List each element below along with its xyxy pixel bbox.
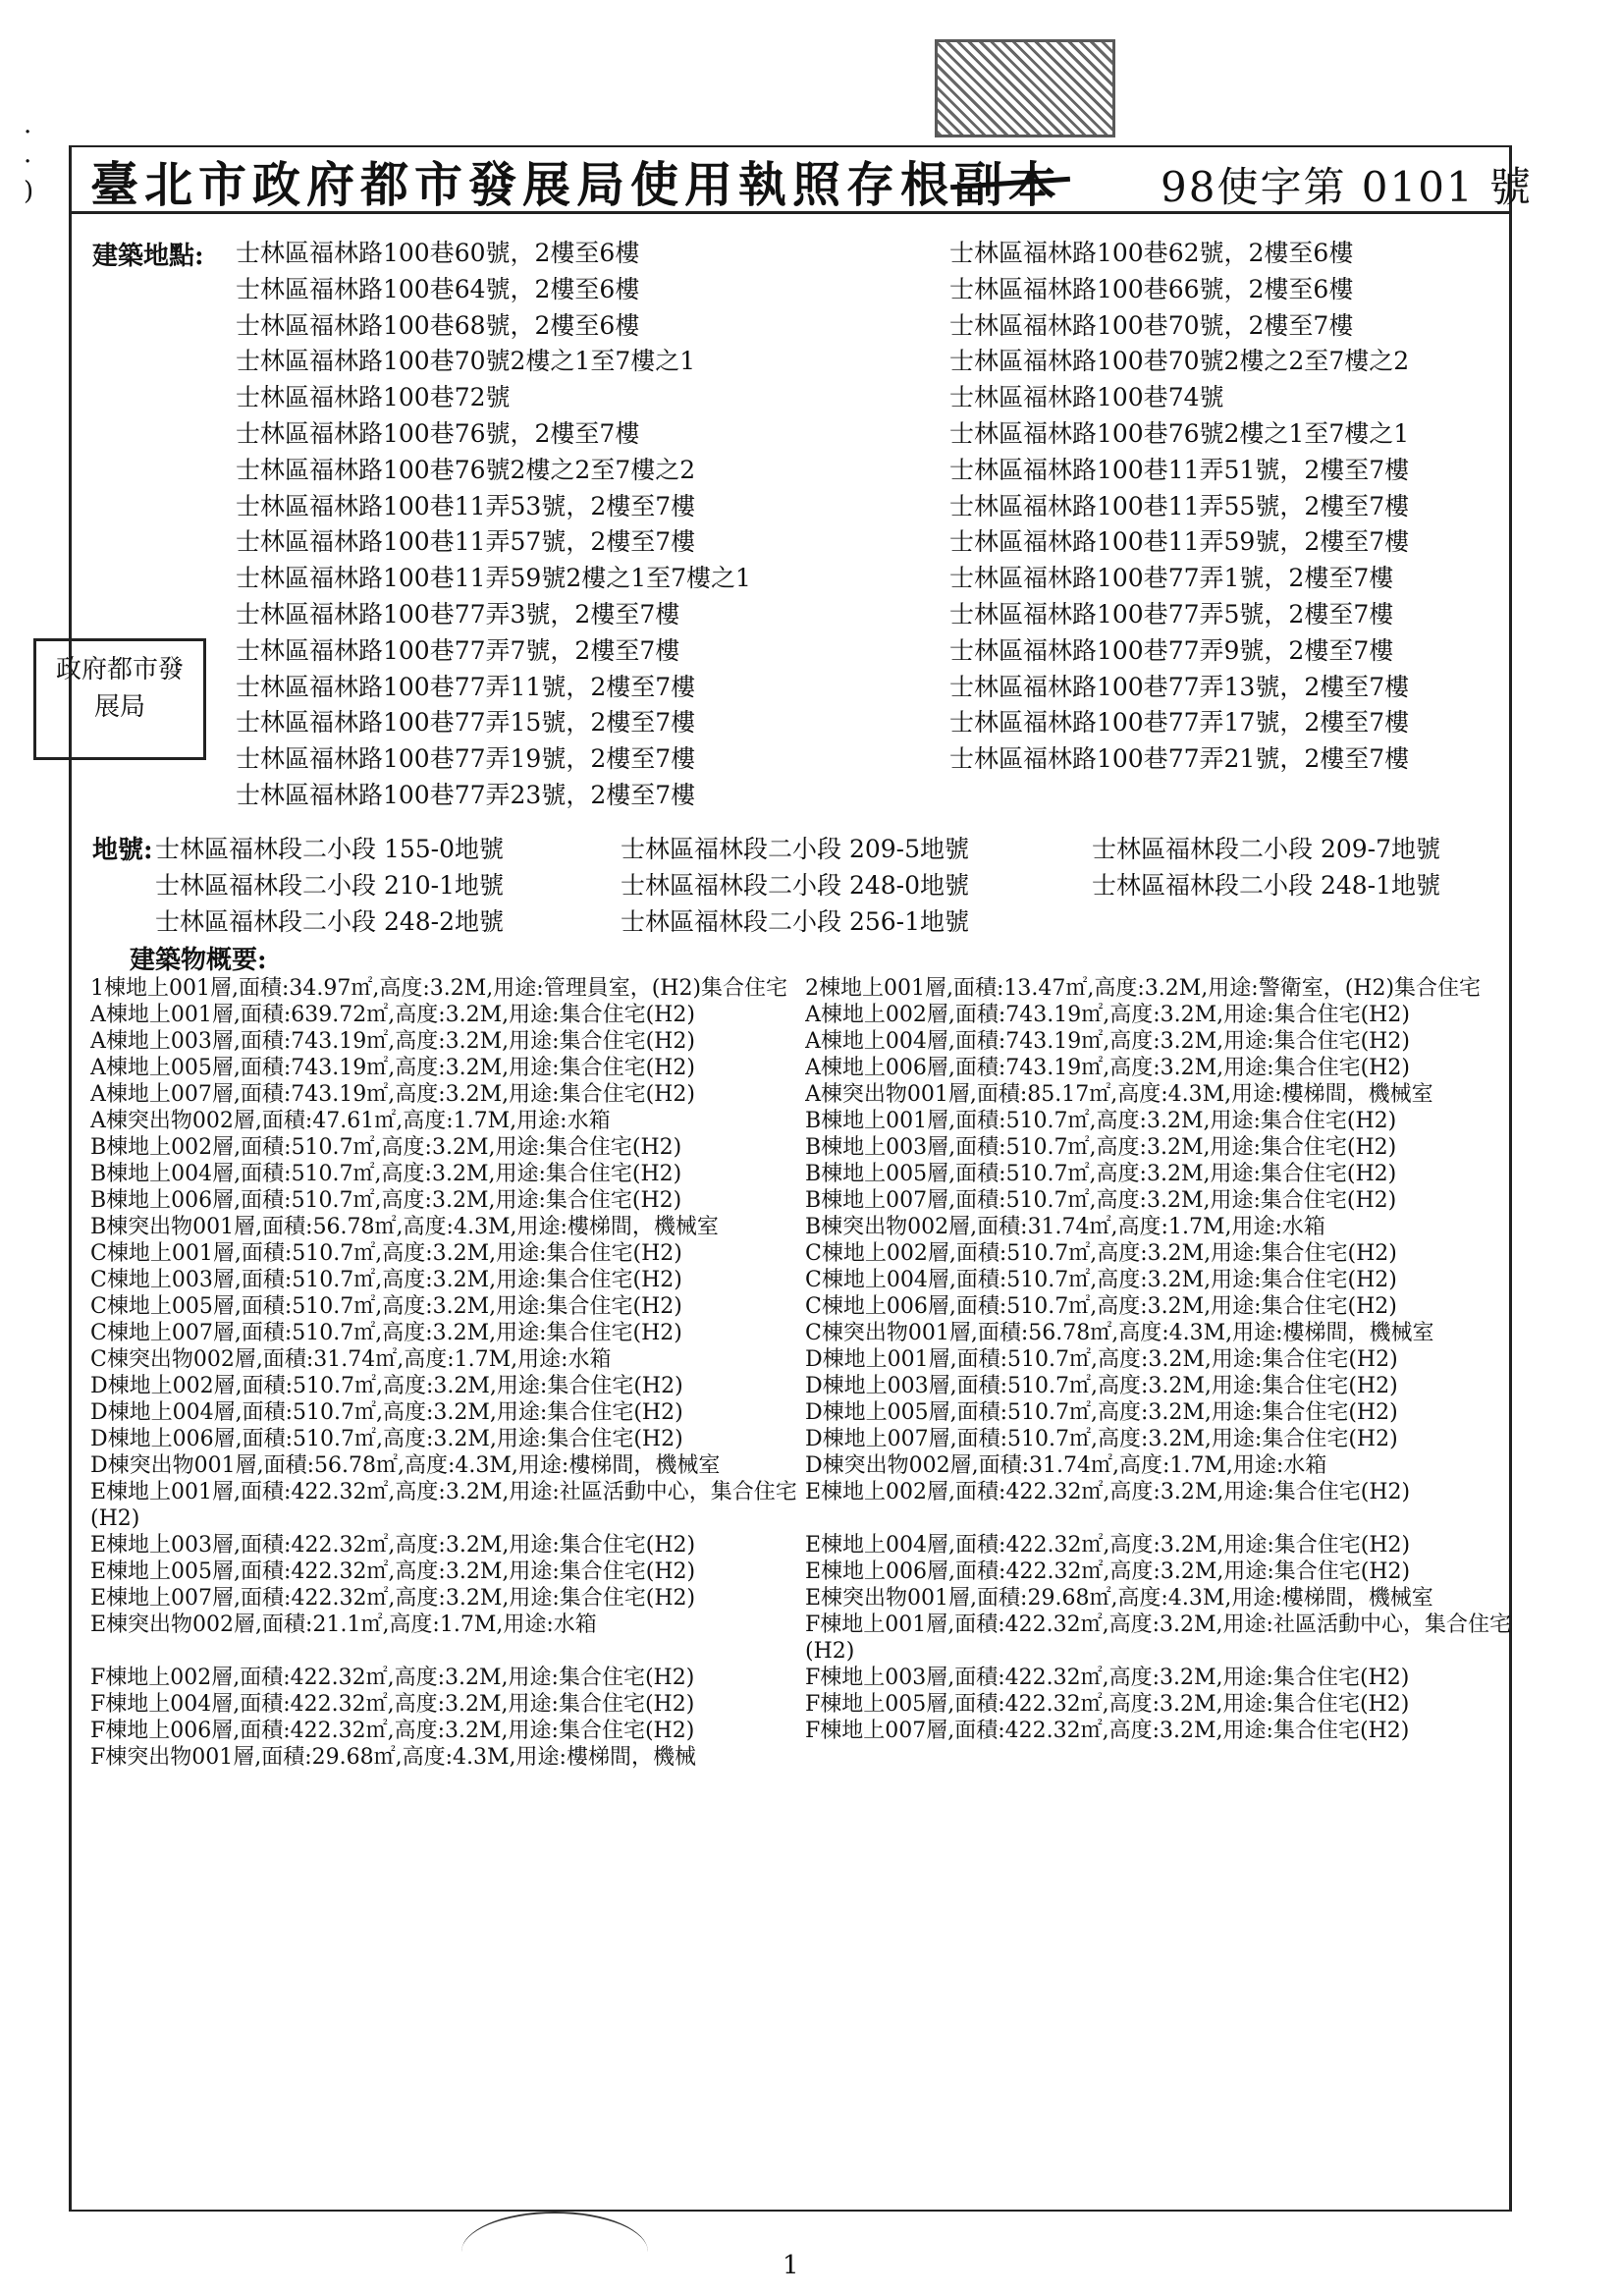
building-item: D棟地上001層,面積:510.7㎡,高度:3.2M,用途:集合住宅(H2)	[805, 1347, 1398, 1372]
title-struck-word: 副本	[954, 147, 1062, 216]
building-item: D棟突出物001層,面積:56.78㎡,高度:4.3M,用途:樓梯間，機械室	[90, 1453, 721, 1478]
building-item: B棟地上007層,面積:510.7㎡,高度:3.2M,用途:集合住宅(H2)	[805, 1188, 1397, 1213]
building-item: C棟地上005層,面積:510.7㎡,高度:3.2M,用途:集合住宅(H2)	[90, 1294, 682, 1319]
building-item: C棟地上004層,面積:510.7㎡,高度:3.2M,用途:集合住宅(H2)	[805, 1268, 1397, 1292]
building-list-right	[805, 975, 1512, 1744]
building-item: C棟突出物001層,面積:56.78㎡,高度:4.3M,用途:樓梯間，機械室	[805, 1321, 1434, 1345]
building-item: B棟地上004層,面積:510.7㎡,高度:3.2M,用途:集合住宅(H2)	[90, 1162, 682, 1186]
building-item: B棟地上002層,面積:510.7㎡,高度:3.2M,用途:集合住宅(H2)	[90, 1135, 682, 1160]
building-item: 1棟地上001層,面積:34.97㎡,高度:3.2M,用途:管理員室，(H2)集合住宅	[90, 976, 788, 1001]
building-item: A棟地上001層,面積:639.72㎡,高度:3.2M,用途:集合住宅(H2)	[90, 1003, 695, 1027]
building-item: B棟突出物001層,面積:56.78㎡,高度:4.3M,用途:樓梯間，機械室	[90, 1215, 719, 1239]
building-item: C棟突出物002層,面積:31.74㎡,高度:1.7M,用途:水箱	[90, 1347, 612, 1372]
address-list-right	[949, 236, 1409, 778]
address-item: 士林區福林路100巷11弄59號，2樓至7樓	[949, 527, 1410, 557]
address-item: 士林區福林路100巷76號，2樓至7樓	[236, 418, 640, 448]
building-item: F棟地上004層,面積:422.32㎡,高度:3.2M,用途:集合住宅(H2)	[90, 1692, 695, 1717]
margin-marks: · · )	[24, 118, 34, 206]
building-item: A棟地上002層,面積:743.19㎡,高度:3.2M,用途:集合住宅(H2)	[805, 1003, 1410, 1027]
address-item: 士林區福林路100巷77弄9號，2樓至7樓	[949, 635, 1394, 665]
building-item: F棟地上005層,面積:422.32㎡,高度:3.2M,用途:集合住宅(H2)	[805, 1692, 1410, 1717]
lot-item: 士林區福林段二小段 248-1地號	[1092, 871, 1441, 900]
address-item: 士林區福林路100巷77弄5號，2樓至7樓	[949, 599, 1394, 629]
left-margin-seal	[33, 638, 206, 760]
address-item: 士林區福林路100巷77弄13號，2樓至7樓	[949, 672, 1410, 701]
page-title	[90, 147, 1062, 216]
lot-item: 士林區福林段二小段 209-5地號	[621, 835, 970, 863]
bottom-seal-mark	[461, 2212, 648, 2292]
building-item: E棟地上005層,面積:422.32㎡,高度:3.2M,用途:集合住宅(H2)	[90, 1559, 696, 1584]
address-item: 士林區福林路100巷11弄55號，2樓至7樓	[949, 491, 1410, 520]
lot-item: 士林區福林段二小段 256-1地號	[621, 907, 970, 936]
address-item: 士林區福林路100巷70號2樓之2至7樓之2	[949, 347, 1410, 376]
lot-item: 士林區福林段二小段 248-0地號	[621, 871, 970, 900]
address-item: 士林區福林路100巷64號，2樓至6樓	[236, 274, 640, 303]
address-item: 士林區福林路100巷11弄59號2樓之1至7樓之1	[236, 564, 751, 593]
building-item: D棟地上003層,面積:510.7㎡,高度:3.2M,用途:集合住宅(H2)	[805, 1374, 1398, 1398]
building-item: A棟地上006層,面積:743.19㎡,高度:3.2M,用途:集合住宅(H2)	[805, 1056, 1410, 1080]
address-item: 士林區福林路100巷76號2樓之1至7樓之1	[949, 418, 1410, 448]
building-item: C棟地上003層,面積:510.7㎡,高度:3.2M,用途:集合住宅(H2)	[90, 1268, 682, 1292]
building-item: A棟突出物001層,面積:85.17㎡,高度:4.3M,用途:樓梯間，機械室	[805, 1082, 1433, 1107]
building-item: E棟突出物002層,面積:21.1㎡,高度:1.7M,用途:水箱	[90, 1613, 597, 1637]
address-item: 士林區福林路100巷77弄11號，2樓至7樓	[236, 672, 696, 701]
building-item: A棟地上007層,面積:743.19㎡,高度:3.2M,用途:集合住宅(H2)	[90, 1082, 695, 1107]
page-number: 1	[783, 2251, 799, 2280]
address-item: 士林區福林路100巷70號2樓之1至7樓之1	[236, 347, 696, 376]
building-item: E棟地上004層,面積:422.32㎡,高度:3.2M,用途:集合住宅(H2)	[805, 1533, 1411, 1558]
building-item: B棟地上001層,面積:510.7㎡,高度:3.2M,用途:集合住宅(H2)	[805, 1109, 1397, 1133]
address-item: 士林區福林路100巷72號	[236, 383, 511, 412]
building-item: B棟地上005層,面積:510.7㎡,高度:3.2M,用途:集合住宅(H2)	[805, 1162, 1397, 1186]
lot-item: 士林區福林段二小段 155-0地號	[155, 835, 505, 863]
building-item: E棟地上006層,面積:422.32㎡,高度:3.2M,用途:集合住宅(H2)	[805, 1559, 1411, 1584]
building-item: F棟地上001層,面積:422.32㎡,高度:3.2M,用途:社區活動中心，集合住宅(H2)	[805, 1613, 1511, 1664]
building-item: E棟地上001層,面積:422.32㎡,高度:3.2M,用途:社區活動中心，集合住宅(H2)	[90, 1480, 797, 1531]
address-item: 士林區福林路100巷66號，2樓至6樓	[949, 274, 1354, 303]
address-item: 士林區福林路100巷77弄21號，2樓至7樓	[949, 744, 1410, 774]
building-item: E棟地上002層,面積:422.32㎡,高度:3.2M,用途:集合住宅(H2)	[805, 1480, 1411, 1504]
building-item: C棟地上002層,面積:510.7㎡,高度:3.2M,用途:集合住宅(H2)	[805, 1241, 1397, 1266]
document-number: 98使字第 0101 號	[1161, 163, 1534, 211]
building-item: D棟地上004層,面積:510.7㎡,高度:3.2M,用途:集合住宅(H2)	[90, 1400, 683, 1425]
building-item: C棟地上001層,面積:510.7㎡,高度:3.2M,用途:集合住宅(H2)	[90, 1241, 682, 1266]
building-item: A棟地上004層,面積:743.19㎡,高度:3.2M,用途:集合住宅(H2)	[805, 1029, 1410, 1054]
building-item: F棟突出物001層,面積:29.68㎡,高度:4.3M,用途:樓梯間，機械	[90, 1745, 696, 1770]
building-item: D棟地上005層,面積:510.7㎡,高度:3.2M,用途:集合住宅(H2)	[805, 1400, 1398, 1425]
address-item: 士林區福林路100巷70號，2樓至7樓	[949, 310, 1354, 340]
building-item: D棟地上007層,面積:510.7㎡,高度:3.2M,用途:集合住宅(H2)	[805, 1427, 1398, 1451]
lot-item: 士林區福林段二小段 210-1地號	[155, 871, 505, 900]
building-item: F棟地上002層,面積:422.32㎡,高度:3.2M,用途:集合住宅(H2)	[90, 1666, 695, 1690]
building-item: A棟地上003層,面積:743.19㎡,高度:3.2M,用途:集合住宅(H2)	[90, 1029, 695, 1054]
building-item: B棟地上003層,面積:510.7㎡,高度:3.2M,用途:集合住宅(H2)	[805, 1135, 1397, 1160]
building-item: A棟地上005層,面積:743.19㎡,高度:3.2M,用途:集合住宅(H2)	[90, 1056, 695, 1080]
address-item: 士林區福林路100巷68號，2樓至6樓	[236, 310, 640, 340]
building-item: 2棟地上001層,面積:13.47㎡,高度:3.2M,用途:警衛室，(H2)集合住宅	[805, 976, 1482, 1001]
building-item: E棟地上007層,面積:422.32㎡,高度:3.2M,用途:集合住宅(H2)	[90, 1586, 696, 1611]
left-seal-text: 政府都市發展局	[55, 655, 184, 722]
lot-item: 士林區福林段二小段 209-7地號	[1092, 835, 1441, 863]
address-item: 士林區福林路100巷11弄53號，2樓至7樓	[236, 491, 696, 520]
building-list-left	[90, 975, 797, 1771]
address-item: 士林區福林路100巷11弄51號，2樓至7樓	[949, 455, 1410, 484]
building-item: C棟地上007層,面積:510.7㎡,高度:3.2M,用途:集合住宅(H2)	[90, 1321, 682, 1345]
address-list-left	[236, 236, 751, 814]
building-item: C棟地上006層,面積:510.7㎡,高度:3.2M,用途:集合住宅(H2)	[805, 1294, 1397, 1319]
building-item: D棟突出物002層,面積:31.74㎡,高度:1.7M,用途:水箱	[805, 1453, 1327, 1478]
lot-item: 士林區福林段二小段 248-2地號	[155, 907, 505, 936]
building-item: F棟地上003層,面積:422.32㎡,高度:3.2M,用途:集合住宅(H2)	[805, 1666, 1410, 1690]
building-item: B棟地上006層,面積:510.7㎡,高度:3.2M,用途:集合住宅(H2)	[90, 1188, 682, 1213]
building-item: D棟地上002層,面積:510.7㎡,高度:3.2M,用途:集合住宅(H2)	[90, 1374, 683, 1398]
building-item: F棟地上007層,面積:422.32㎡,高度:3.2M,用途:集合住宅(H2)	[805, 1719, 1410, 1743]
building-item: E棟突出物001層,面積:29.68㎡,高度:4.3M,用途:樓梯間，機械室	[805, 1586, 1433, 1611]
address-item: 士林區福林路100巷77弄19號，2樓至7樓	[236, 744, 696, 774]
building-item: A棟突出物002層,面積:47.61㎡,高度:1.7M,用途:水箱	[90, 1109, 611, 1133]
address-item: 士林區福林路100巷77弄1號，2樓至7樓	[949, 564, 1394, 593]
building-item: D棟地上006層,面積:510.7㎡,高度:3.2M,用途:集合住宅(H2)	[90, 1427, 683, 1451]
address-item: 士林區福林路100巷74號	[949, 383, 1224, 412]
overview-label: 建築物概要:	[130, 946, 267, 975]
title-main: 臺北市政府都市發展局使用執照存根	[90, 156, 955, 213]
address-item: 士林區福林路100巷62號，2樓至6樓	[949, 239, 1354, 267]
address-item: 士林區福林路100巷11弄57號，2樓至7樓	[236, 527, 696, 557]
address-label: 建築地點:	[92, 242, 204, 271]
address-item: 士林區福林路100巷77弄3號，2樓至7樓	[236, 599, 680, 629]
address-item: 士林區福林路100巷76號2樓之2至7樓之2	[236, 455, 696, 484]
address-item: 士林區福林路100巷77弄7號，2樓至7樓	[236, 635, 680, 665]
address-item: 士林區福林路100巷77弄15號，2樓至7樓	[236, 708, 696, 738]
official-seal-stamp	[935, 39, 1115, 137]
address-item: 士林區福林路100巷77弄23號，2樓至7樓	[236, 780, 696, 809]
address-item: 士林區福林路100巷60號，2樓至6樓	[236, 239, 640, 267]
lot-label: 地號:	[92, 836, 153, 865]
building-item: E棟地上003層,面積:422.32㎡,高度:3.2M,用途:集合住宅(H2)	[90, 1533, 696, 1558]
building-item: B棟突出物002層,面積:31.74㎡,高度:1.7M,用途:水箱	[805, 1215, 1325, 1239]
building-item: F棟地上006層,面積:422.32㎡,高度:3.2M,用途:集合住宅(H2)	[90, 1719, 695, 1743]
address-item: 士林區福林路100巷77弄17號，2樓至7樓	[949, 708, 1410, 738]
